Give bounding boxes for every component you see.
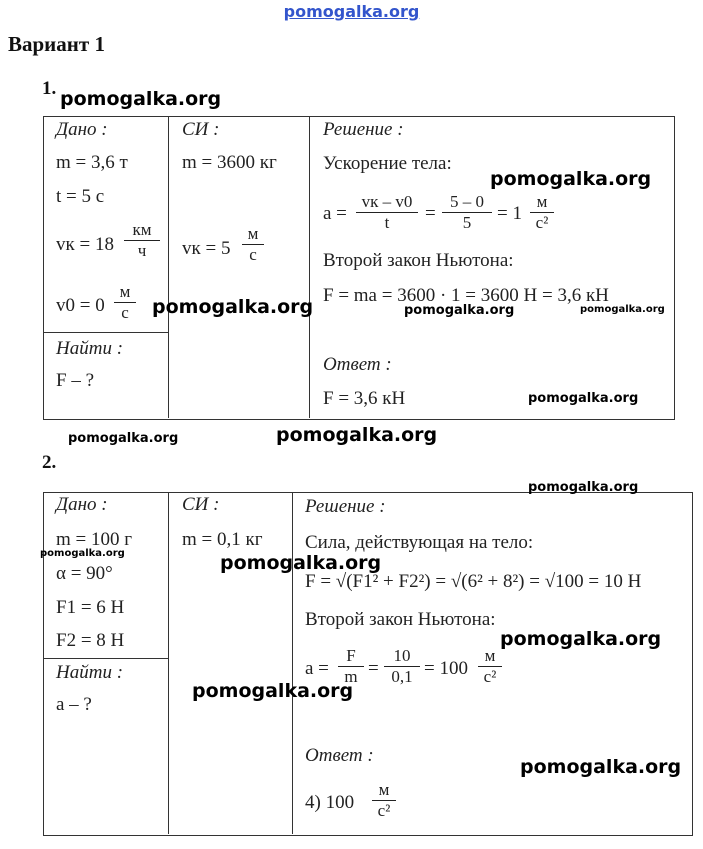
- p2-answer: 4) 100: [305, 792, 355, 813]
- p1-vk-unit-num: км: [124, 220, 160, 241]
- watermark: pomogalka.org: [528, 480, 639, 495]
- watermark: pomogalka.org: [152, 296, 314, 318]
- p1-given-time: t = 5 с: [56, 186, 105, 207]
- problem-2-divider-1: [168, 492, 169, 834]
- p1-a-frac2-den: 5: [462, 213, 472, 232]
- p1-v0-unit: [114, 282, 136, 323]
- p2-given-mass: m = 100 г: [56, 529, 133, 550]
- p1-a-prefix: a =: [323, 203, 347, 224]
- p2-naiti-label: Найти :: [56, 662, 124, 683]
- p2-a-prefix: a =: [305, 658, 329, 679]
- p1-a-unit-den: с²: [535, 213, 549, 232]
- p1-v0-unit-den: с: [121, 303, 129, 322]
- watermark: pomogalka.org: [500, 628, 662, 650]
- p1-vk-unit: [124, 220, 160, 261]
- p2-a-frac1-den: m: [344, 667, 358, 686]
- p2-a-frac2-den: 0,1: [391, 667, 413, 686]
- p2-otvet-label: Ответ :: [305, 745, 374, 766]
- p1-si-vk-unit-den: с: [249, 245, 257, 264]
- p2-resh-label: Решение :: [305, 496, 386, 517]
- p2-a-frac2-num: 10: [384, 646, 420, 667]
- p1-newton-label: Второй закон Ньютона:: [323, 250, 514, 271]
- p2-answer-unit: [372, 780, 396, 821]
- site-link[interactable]: pomogalka.org: [283, 2, 420, 21]
- watermark: pomogalka.org: [528, 391, 639, 406]
- p1-answer: F = 3,6 кН: [323, 388, 406, 409]
- p1-vk-unit-den: ч: [137, 241, 147, 260]
- p1-si-vk-unit: [242, 224, 264, 265]
- p2-given-alpha: α = 90°: [56, 563, 113, 584]
- p2-find: a – ?: [56, 694, 92, 715]
- p1-a-frac2-num: 5 – 0: [442, 192, 492, 213]
- p1-a-frac-symbolic: [356, 192, 418, 233]
- p2-given-f2: F2 = 8 Н: [56, 630, 125, 651]
- p1-naiti-label: Найти :: [56, 338, 124, 359]
- p1-a-frac1-num: vк – v0: [356, 192, 418, 213]
- problem-2-divider-2: [292, 492, 293, 834]
- watermark: pomogalka.org: [60, 88, 222, 110]
- p2-a-frac-numeric: [384, 646, 420, 687]
- problem-1-number: 1.: [42, 78, 57, 99]
- p1-a-frac1-den: t: [384, 213, 390, 232]
- p2-si-label: СИ :: [182, 494, 220, 515]
- p1-si-mass: m = 3600 кг: [182, 152, 277, 173]
- p1-a-unit: [530, 192, 554, 233]
- watermark: pomogalka.org: [520, 756, 682, 778]
- watermark: pomogalka.org: [580, 304, 665, 315]
- p2-a-result: = 100: [424, 658, 468, 679]
- p1-given-vk: vк = 18: [56, 234, 114, 255]
- p1-v0-unit-num: м: [114, 282, 136, 303]
- p1-force-eq: F = ma = 3600 · 1 = 3600 Н = 3,6 кН: [323, 285, 609, 306]
- p2-a-unit-den: с²: [483, 667, 497, 686]
- p2-si-mass: m = 0,1 кг: [182, 529, 263, 550]
- p2-eq: =: [368, 658, 379, 679]
- p2-a-unit-num: м: [478, 646, 502, 667]
- p2-given-f1: F1 = 6 Н: [56, 597, 125, 618]
- p1-si-vk: vк = 5: [182, 238, 231, 259]
- p1-a-result: = 1: [497, 203, 522, 224]
- p2-newton-label: Второй закон Ньютона:: [305, 609, 496, 630]
- watermark: pomogalka.org: [192, 680, 354, 702]
- p2-answer-unit-num: м: [372, 780, 396, 801]
- p1-a-unit-num: м: [530, 192, 554, 213]
- p1-given-mass: m = 3,6 т: [56, 152, 128, 173]
- p2-force-label: Сила, действующая на тело:: [305, 532, 534, 553]
- problem-1-find-divider: [43, 332, 168, 333]
- p1-otvet-label: Ответ :: [323, 354, 392, 375]
- watermark: pomogalka.org: [220, 552, 382, 574]
- watermark: pomogalka.org: [40, 548, 125, 559]
- problem-1-divider-2: [309, 116, 310, 418]
- p1-find: F – ?: [56, 370, 94, 391]
- variant-title: Вариант 1: [8, 32, 105, 56]
- problem-2-find-divider: [43, 658, 168, 659]
- watermark: pomogalka.org: [68, 431, 179, 446]
- p1-dano-label: Дано :: [56, 119, 108, 140]
- p1-resh-label: Решение :: [323, 119, 404, 140]
- p1-eq: =: [425, 203, 436, 224]
- problem-1-divider-1: [168, 116, 169, 418]
- p1-si-vk-unit-num: м: [242, 224, 264, 245]
- p1-given-v0: v0 = 0: [56, 295, 105, 316]
- p1-a-frac-numeric: [442, 192, 492, 233]
- p1-accel-label: Ускорение тела:: [323, 153, 452, 174]
- p1-si-label: СИ :: [182, 119, 220, 140]
- p2-answer-unit-den: с²: [377, 801, 391, 820]
- watermark: pomogalka.org: [276, 424, 438, 446]
- problem-2-number: 2.: [42, 452, 57, 473]
- p2-a-unit: [478, 646, 502, 687]
- p2-force-eq: F = √(F1² + F2²) = √(6² + 8²) = √100 = 10 Н: [305, 571, 642, 592]
- p2-a-frac1-num: F: [338, 646, 364, 667]
- p2-dano-label: Дано :: [56, 494, 108, 515]
- watermark: pomogalka.org: [404, 303, 515, 318]
- watermark: pomogalka.org: [490, 168, 652, 190]
